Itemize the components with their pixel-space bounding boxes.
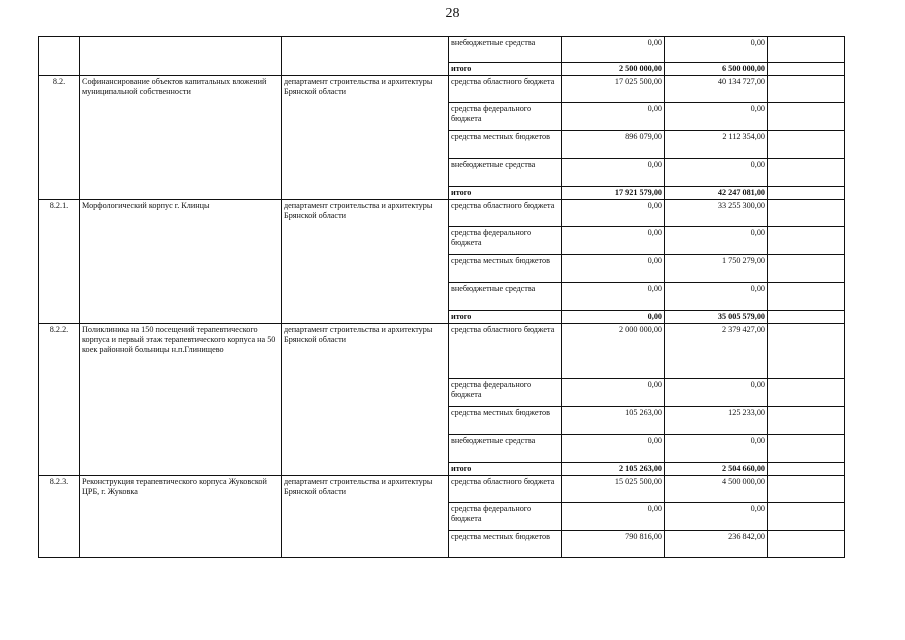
amount-year-1: 0,00 xyxy=(562,159,665,187)
amount-year-1: 0,00 xyxy=(562,103,665,131)
funding-source: средства областного бюджета xyxy=(449,200,562,227)
empty-cell xyxy=(768,187,845,200)
empty-cell xyxy=(768,63,845,76)
funding-source: средства местных бюджетов xyxy=(449,407,562,435)
item-number: 8.2. xyxy=(39,76,80,200)
empty-cell xyxy=(768,476,845,503)
item-number xyxy=(39,37,80,76)
amount-year-1: 0,00 xyxy=(562,227,665,255)
table-row xyxy=(39,200,845,227)
funding-source: средства федерального бюджета xyxy=(449,503,562,531)
amount-year-2: 0,00 xyxy=(665,159,768,187)
empty-cell xyxy=(768,227,845,255)
empty-cell xyxy=(768,37,845,63)
amount-year-2: 0,00 xyxy=(665,503,768,531)
amount-year-2: 35 005 579,00 xyxy=(665,311,768,324)
responsible-department: департамент строительства и архитектуры Брянской области xyxy=(282,324,449,476)
page-number: 28 xyxy=(445,6,460,21)
amount-year-2: 0,00 xyxy=(665,435,768,463)
total-label: итого xyxy=(449,463,562,476)
funding-source: внебюджетные средства xyxy=(449,435,562,463)
amount-year-2: 0,00 xyxy=(665,379,768,407)
funding-source: средства областного бюджета xyxy=(449,476,562,503)
amount-year-2: 40 134 727,00 xyxy=(665,76,768,103)
amount-year-1: 0,00 xyxy=(562,311,665,324)
amount-year-2: 0,00 xyxy=(665,103,768,131)
amount-year-1: 2 000 000,00 xyxy=(562,324,665,379)
amount-year-1: 790 816,00 xyxy=(562,531,665,558)
responsible-department: департамент строительства и архитектуры Брянской области xyxy=(282,76,449,200)
budget-table-body xyxy=(39,37,845,558)
amount-year-2: 0,00 xyxy=(665,227,768,255)
total-label: итого xyxy=(449,187,562,200)
budget-table xyxy=(38,36,845,558)
funding-source: средства федерального бюджета xyxy=(449,103,562,131)
amount-year-1: 0,00 xyxy=(562,283,665,311)
funding-source: средства областного бюджета xyxy=(449,324,562,379)
empty-cell xyxy=(768,103,845,131)
item-name: Поликлиника на 150 посещений терапевтического корпуса и первый этаж терапевтического корпуса на 50 коек районной больницы н.п.Глинищево xyxy=(80,324,282,476)
empty-cell xyxy=(768,324,845,379)
empty-cell xyxy=(768,159,845,187)
empty-cell xyxy=(768,407,845,435)
amount-year-1: 2 500 000,00 xyxy=(562,63,665,76)
funding-source: средства местных бюджетов xyxy=(449,255,562,283)
total-label: итого xyxy=(449,63,562,76)
item-name: Софинансирование объектов капитальных вложений муниципальной собственности xyxy=(80,76,282,200)
funding-source: средства областного бюджета xyxy=(449,76,562,103)
funding-source: внебюджетные средства xyxy=(449,159,562,187)
empty-cell xyxy=(768,131,845,159)
amount-year-2: 2 112 354,00 xyxy=(665,131,768,159)
funding-source: внебюджетные средства xyxy=(449,37,562,63)
amount-year-2: 2 504 660,00 xyxy=(665,463,768,476)
funding-source: средства местных бюджетов xyxy=(449,531,562,558)
amount-year-1: 105 263,00 xyxy=(562,407,665,435)
amount-year-1: 0,00 xyxy=(562,503,665,531)
amount-year-1: 2 105 263,00 xyxy=(562,463,665,476)
table-row xyxy=(39,476,845,503)
amount-year-1: 17 921 579,00 xyxy=(562,187,665,200)
empty-cell xyxy=(768,311,845,324)
item-name: Реконструкция терапевтического корпуса Жуковской ЦРБ, г. Жуковка xyxy=(80,476,282,558)
empty-cell xyxy=(768,200,845,227)
amount-year-2: 236 842,00 xyxy=(665,531,768,558)
item-name: Морфологический корпус г. Клинцы xyxy=(80,200,282,324)
amount-year-1: 0,00 xyxy=(562,37,665,63)
funding-source: средства федерального бюджета xyxy=(449,379,562,407)
empty-cell xyxy=(768,463,845,476)
item-number: 8.2.3. xyxy=(39,476,80,558)
amount-year-1: 17 025 500,00 xyxy=(562,76,665,103)
table-row xyxy=(39,37,845,63)
amount-year-1: 0,00 xyxy=(562,379,665,407)
empty-cell xyxy=(768,435,845,463)
empty-cell xyxy=(768,255,845,283)
amount-year-2: 6 500 000,00 xyxy=(665,63,768,76)
item-name xyxy=(80,37,282,76)
amount-year-1: 0,00 xyxy=(562,255,665,283)
table-row xyxy=(39,76,845,103)
table-row xyxy=(39,324,845,379)
amount-year-1: 15 025 500,00 xyxy=(562,476,665,503)
amount-year-2: 42 247 081,00 xyxy=(665,187,768,200)
empty-cell xyxy=(768,283,845,311)
amount-year-2: 0,00 xyxy=(665,37,768,63)
responsible-department: департамент строительства и архитектуры Брянской области xyxy=(282,200,449,324)
item-number: 8.2.2. xyxy=(39,324,80,476)
amount-year-2: 1 750 279,00 xyxy=(665,255,768,283)
responsible-department: департамент строительства и архитектуры Брянской области xyxy=(282,476,449,558)
funding-source: средства местных бюджетов xyxy=(449,131,562,159)
empty-cell xyxy=(768,503,845,531)
empty-cell xyxy=(768,379,845,407)
amount-year-1: 0,00 xyxy=(562,200,665,227)
total-label: итого xyxy=(449,311,562,324)
item-number: 8.2.1. xyxy=(39,200,80,324)
empty-cell xyxy=(768,531,845,558)
funding-source: внебюджетные средства xyxy=(449,283,562,311)
amount-year-2: 4 500 000,00 xyxy=(665,476,768,503)
amount-year-2: 0,00 xyxy=(665,283,768,311)
empty-cell xyxy=(768,76,845,103)
amount-year-2: 33 255 300,00 xyxy=(665,200,768,227)
amount-year-1: 896 079,00 xyxy=(562,131,665,159)
amount-year-2: 125 233,00 xyxy=(665,407,768,435)
amount-year-2: 2 379 427,00 xyxy=(665,324,768,379)
amount-year-1: 0,00 xyxy=(562,435,665,463)
responsible-department xyxy=(282,37,449,76)
funding-source: средства федерального бюджета xyxy=(449,227,562,255)
